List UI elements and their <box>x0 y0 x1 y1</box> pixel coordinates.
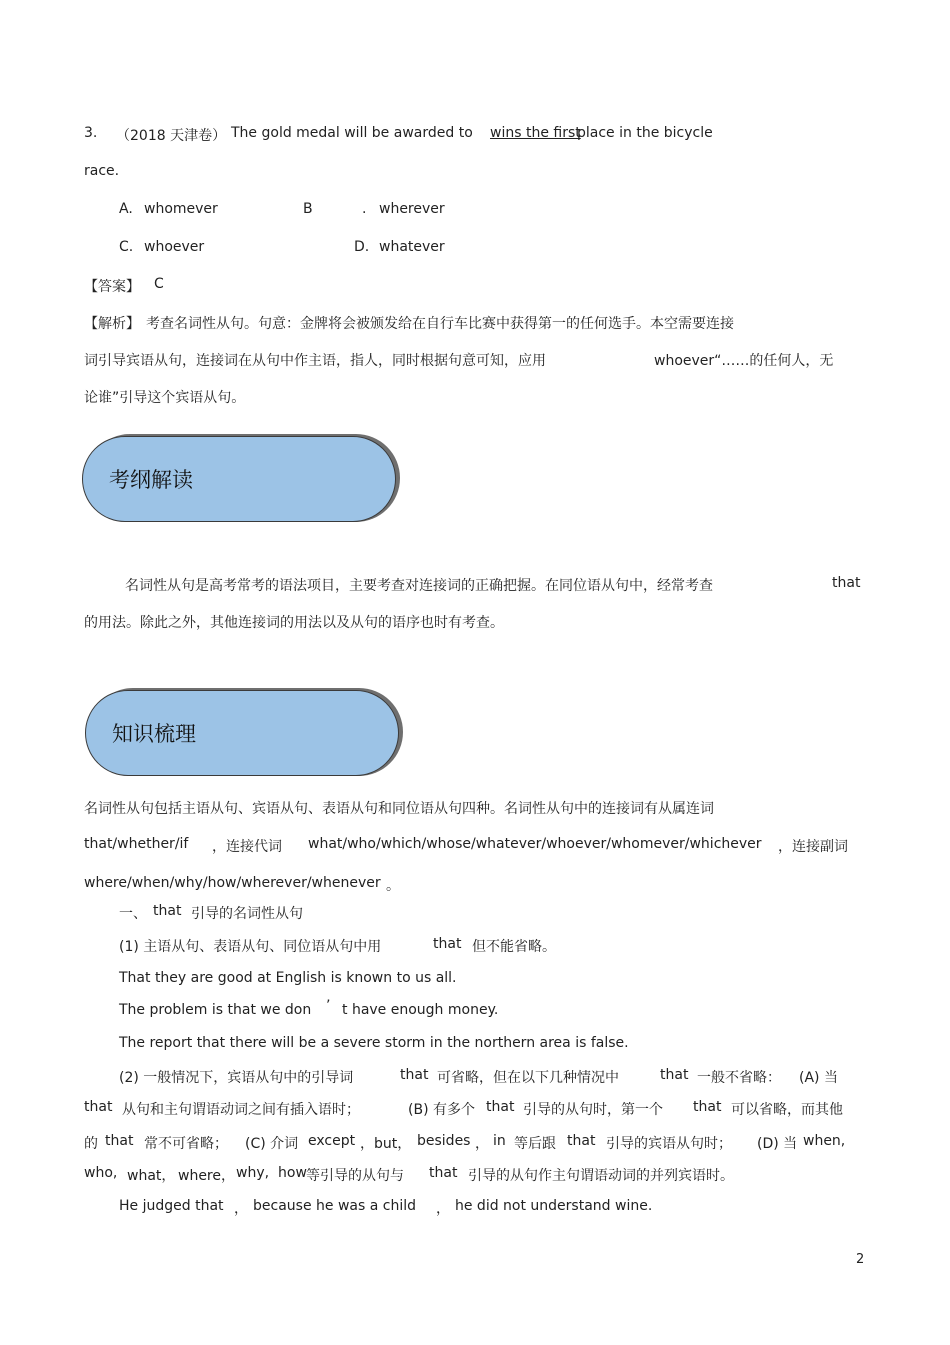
option-a-text: whomever <box>144 201 218 217</box>
intro-line-2c: what/who/which/whose/whatever/whoever/whomever/whichever <box>308 836 762 852</box>
option-b-letter: B <box>303 201 313 217</box>
question-number: 3. <box>84 125 98 141</box>
rule-1a: (1) 主语从句、表语从句、同位语从句中用 <box>119 939 382 955</box>
question-stem-part1: The gold medal will be awarded to <box>231 125 473 141</box>
answer-label: 【答案】 <box>84 279 140 295</box>
option-c-letter: C. <box>119 239 134 255</box>
rule-2-line-3i: in <box>493 1133 506 1149</box>
rule-2-line-1b: that <box>400 1067 429 1083</box>
rule-2-line-3h: ， <box>475 1136 489 1152</box>
rule-2-line-1c: 可省略，但在以下几种情况中 <box>437 1070 619 1086</box>
rule-2-line-2a: that <box>84 1099 113 1115</box>
answer-value: C <box>154 276 164 292</box>
page-number: 2 <box>856 1252 865 1267</box>
rule-2-line-4a: who, <box>84 1165 118 1181</box>
option-d-letter: D. <box>354 239 370 255</box>
rule-1c: 但不能省略。 <box>472 939 556 955</box>
example-2c: t have enough money. <box>342 1002 499 1018</box>
example-4d: ， <box>436 1201 450 1217</box>
rule-2-line-3b: that <box>105 1133 134 1149</box>
heading-1b: that <box>153 903 182 919</box>
rule-2-line-3l: 引导的宾语从句时； <box>606 1136 732 1152</box>
rule-2-line-4d: why, <box>236 1165 270 1181</box>
rule-2-line-1e: 一般不省略： <box>697 1070 781 1086</box>
question-blank-text: wins the first <box>490 125 581 141</box>
question-stem-part2: place in the bicycle <box>577 125 713 141</box>
syllabus-para-line-1a: 名词性从句是高考常考的语法项目，主要考查对连接词的正确把握。在同位语从句中，经常考查 <box>125 578 713 594</box>
syllabus-para-line-2: 的用法。除此之外，其他连接词的用法以及从句的语序也时有考查。 <box>84 615 504 631</box>
section-badge-knowledge <box>85 688 405 780</box>
option-c-text: whoever <box>144 239 205 255</box>
syllabus-para-line-1b: that <box>832 575 861 591</box>
rule-2-line-4c: where， <box>178 1168 235 1184</box>
question-source: （2018 天津卷） <box>116 128 227 144</box>
rule-2-line-3m: (D) 当 <box>757 1136 798 1152</box>
rule-2-line-4f: 等引导的从句与 <box>306 1168 404 1184</box>
badge-body <box>82 436 396 522</box>
rule-2-line-3n: when, <box>803 1133 846 1149</box>
analysis-line-1: 考查名词性从句。句意：金牌将会被颁发给在自行车比赛中获得第一的任何选手。本空需要连接 <box>146 316 734 332</box>
rule-1b: that <box>433 936 462 952</box>
rule-2-line-4e: how <box>278 1165 307 1181</box>
rule-2-line-4b: what， <box>127 1168 176 1184</box>
rule-2-line-3c: 常不可省略； <box>144 1136 228 1152</box>
intro-line-3b: 。 <box>386 878 400 894</box>
option-d-text: whatever <box>379 239 445 255</box>
rule-2-line-3d: (C) 介词 <box>245 1136 299 1152</box>
example-2a: The problem is that we don <box>119 1002 312 1018</box>
intro-line-3a: where/when/why/how/wherever/whenever <box>84 875 381 891</box>
example-4b: ， <box>234 1201 248 1217</box>
rule-2-line-2g: 可以省略，而其他 <box>731 1102 843 1118</box>
rule-2-line-1a: (2) 一般情况下，宾语从句中的引导词 <box>119 1070 354 1086</box>
rule-2-line-2e: 引导的从句时，第一个 <box>523 1102 663 1118</box>
rule-2-line-3g: besides <box>417 1133 471 1149</box>
example-1: That they are good at English is known to us all. <box>119 970 457 986</box>
analysis-line-3: 论谁”引导这个宾语从句。 <box>84 390 246 406</box>
intro-line-2a: that/whether/if <box>84 836 189 852</box>
intro-line-2b: ，连接代词 <box>212 839 282 855</box>
option-b-text: wherever <box>379 201 445 217</box>
section-title-knowledge: 知识梳理 <box>112 722 196 746</box>
rule-2-line-1f: (A) 当 <box>799 1070 838 1086</box>
option-a-letter: A. <box>119 201 133 217</box>
option-b-dot: . <box>362 201 367 217</box>
rule-2-line-2c: (B) 有多个 <box>408 1102 475 1118</box>
rule-2-line-3a: 的 <box>84 1136 98 1152</box>
rule-2-line-2f: that <box>693 1099 722 1115</box>
rule-2-line-3j: 等后跟 <box>514 1136 556 1152</box>
intro-line-2d: ，连接副词 <box>778 839 848 855</box>
section-badge-syllabus <box>82 434 402 526</box>
rule-2-line-2d: that <box>486 1099 515 1115</box>
analysis-line-2b: whoever“……的任何人，无 <box>654 353 834 369</box>
rule-2-line-3e: except <box>308 1133 356 1149</box>
heading-1c: 引导的名词性从句 <box>191 906 303 922</box>
section-title-syllabus: 考纲解读 <box>109 468 193 492</box>
rule-2-line-3f: ，but， <box>360 1136 412 1152</box>
rule-2-line-4g: that <box>429 1165 458 1181</box>
rule-2-line-2b: 从句和主句谓语动词之间有插入语时； <box>122 1102 360 1118</box>
rule-2-line-1d: that <box>660 1067 689 1083</box>
intro-line-1: 名词性从句包括主语从句、宾语从句、表语从句和同位语从句四种。名词性从句中的连接词有从属连词 <box>84 801 714 817</box>
analysis-line-2a: 词引导宾语从句，连接词在从句中作主语，指人，同时根据句意可知，应用 <box>84 353 546 369</box>
analysis-label: 【解析】 <box>84 316 140 332</box>
example-4c: because he was a child <box>253 1198 416 1214</box>
badge-body <box>85 690 399 776</box>
example-3: The report that there will be a severe storm in the northern area is false. <box>119 1035 629 1051</box>
example-4a: He judged that <box>119 1198 224 1214</box>
example-2b: ’ <box>326 998 331 1014</box>
question-stem-cont: race. <box>84 163 120 179</box>
heading-1a: 一、 <box>119 906 147 922</box>
rule-2-line-4h: 引导的从句作主句谓语动词的并列宾语时。 <box>468 1168 734 1184</box>
rule-2-line-3k: that <box>567 1133 596 1149</box>
example-4e: he did not understand wine. <box>455 1198 653 1214</box>
